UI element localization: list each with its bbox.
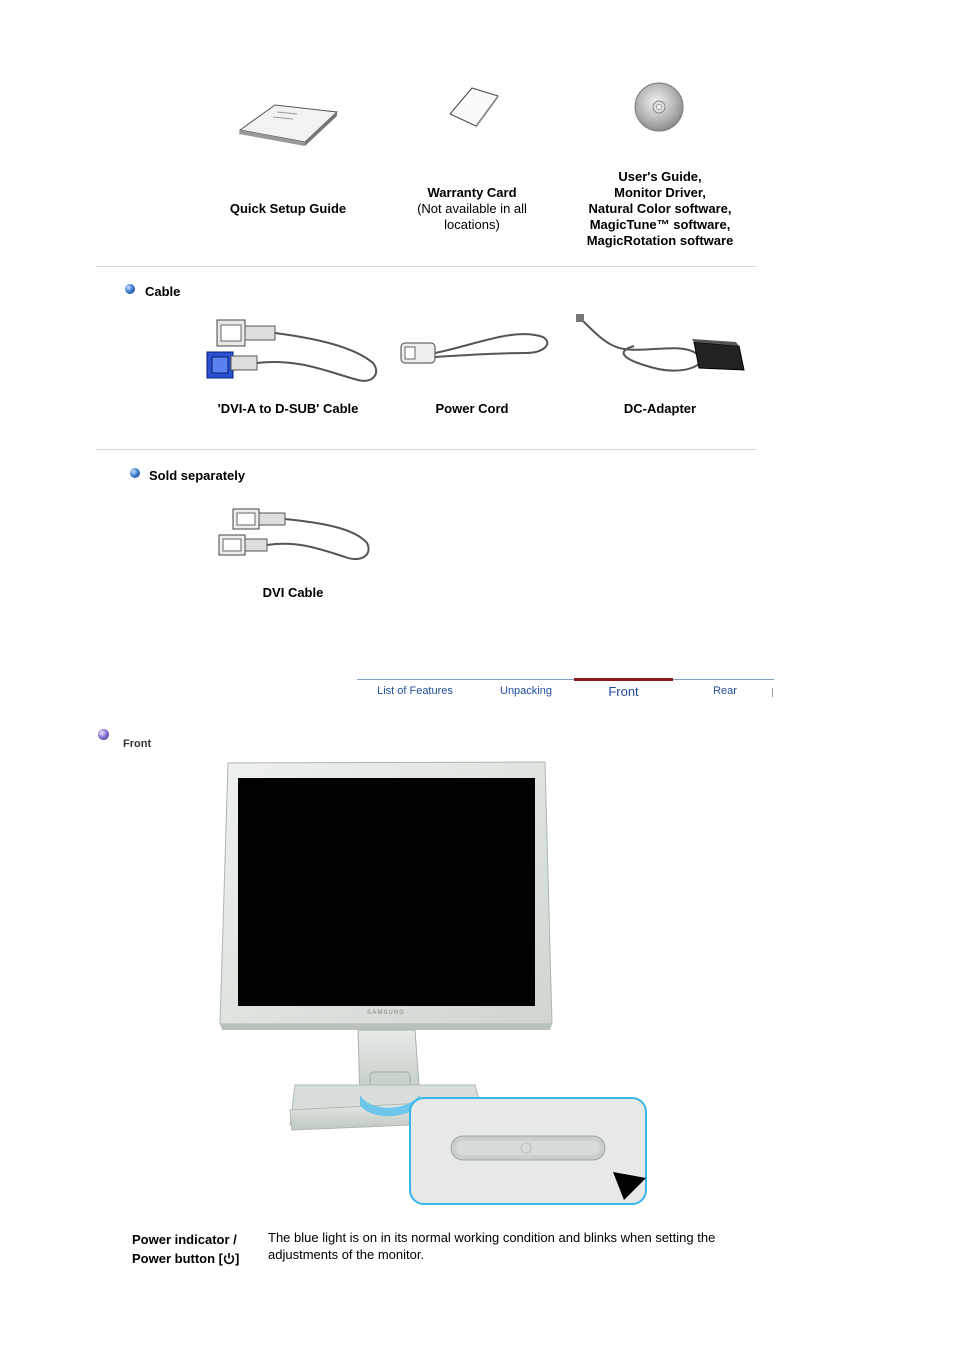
card-icon <box>448 84 508 144</box>
tab-front[interactable]: Front <box>608 684 639 699</box>
accessory-quick-setup-guide: Quick Setup Guide <box>229 201 347 216</box>
monitor-illustration <box>220 760 650 1210</box>
bullet-icon <box>98 729 109 740</box>
cable-item-dvi-dsub: 'DVI-A to D-SUB' Cable <box>217 401 359 416</box>
tab-bar-line <box>357 679 774 680</box>
label-line-2 <box>132 1249 262 1268</box>
cable-section-title: Cable <box>145 284 181 299</box>
bullet-icon <box>125 284 135 294</box>
dc-adapter-icon <box>574 312 749 382</box>
cd-line: Monitor Driver, <box>614 185 706 200</box>
label-line-1: Power indicator / <box>132 1232 237 1247</box>
warranty-card-title: Warranty Card <box>427 185 517 200</box>
cd-line: User's Guide, <box>618 169 702 184</box>
divider <box>96 266 756 267</box>
dvi-cable-icon <box>215 507 375 567</box>
power-indicator-description: The blue light is on in its normal working condition and blinks when setting the adjustments of the monitor. <box>268 1230 716 1262</box>
warranty-card-note: (Not available in all locations) <box>417 201 527 232</box>
sold-item-dvi-cable: DVI Cable <box>262 585 324 600</box>
label-line-2-text: Power button [ <box>132 1251 223 1266</box>
power-indicator-label <box>132 1230 262 1268</box>
cd-line: Natural Color software, <box>588 201 732 216</box>
power-cord-icon <box>395 325 555 375</box>
sold-separately-title: Sold separately <box>149 468 246 483</box>
monitor-brand-logo: SAMSUNG <box>367 1010 405 1016</box>
front-section-title: Front <box>123 738 152 750</box>
cd-icon <box>630 78 690 138</box>
cable-item-dc-adapter: DC-Adapter <box>623 401 697 416</box>
accessory-warranty-card <box>402 185 542 233</box>
tab-list-of-features[interactable]: List of Features <box>377 685 453 697</box>
tab-rear[interactable]: Rear <box>713 685 737 697</box>
bullet-icon <box>130 468 140 478</box>
tab-active-indicator <box>574 678 673 681</box>
cd-line: MagicRotation software <box>586 233 734 248</box>
accessory-cd-contents <box>565 169 755 249</box>
power-icon <box>223 1252 235 1265</box>
dvi-dsub-cable-icon <box>203 318 383 388</box>
cd-line: MagicTune™ software, <box>589 217 731 232</box>
label-line-2-end: ] <box>235 1251 240 1266</box>
cable-item-power-cord: Power Cord <box>435 401 509 416</box>
booklet-icon <box>235 100 345 150</box>
tab-separator <box>772 688 773 697</box>
tab-unpacking[interactable]: Unpacking <box>500 685 552 697</box>
divider <box>96 449 756 450</box>
